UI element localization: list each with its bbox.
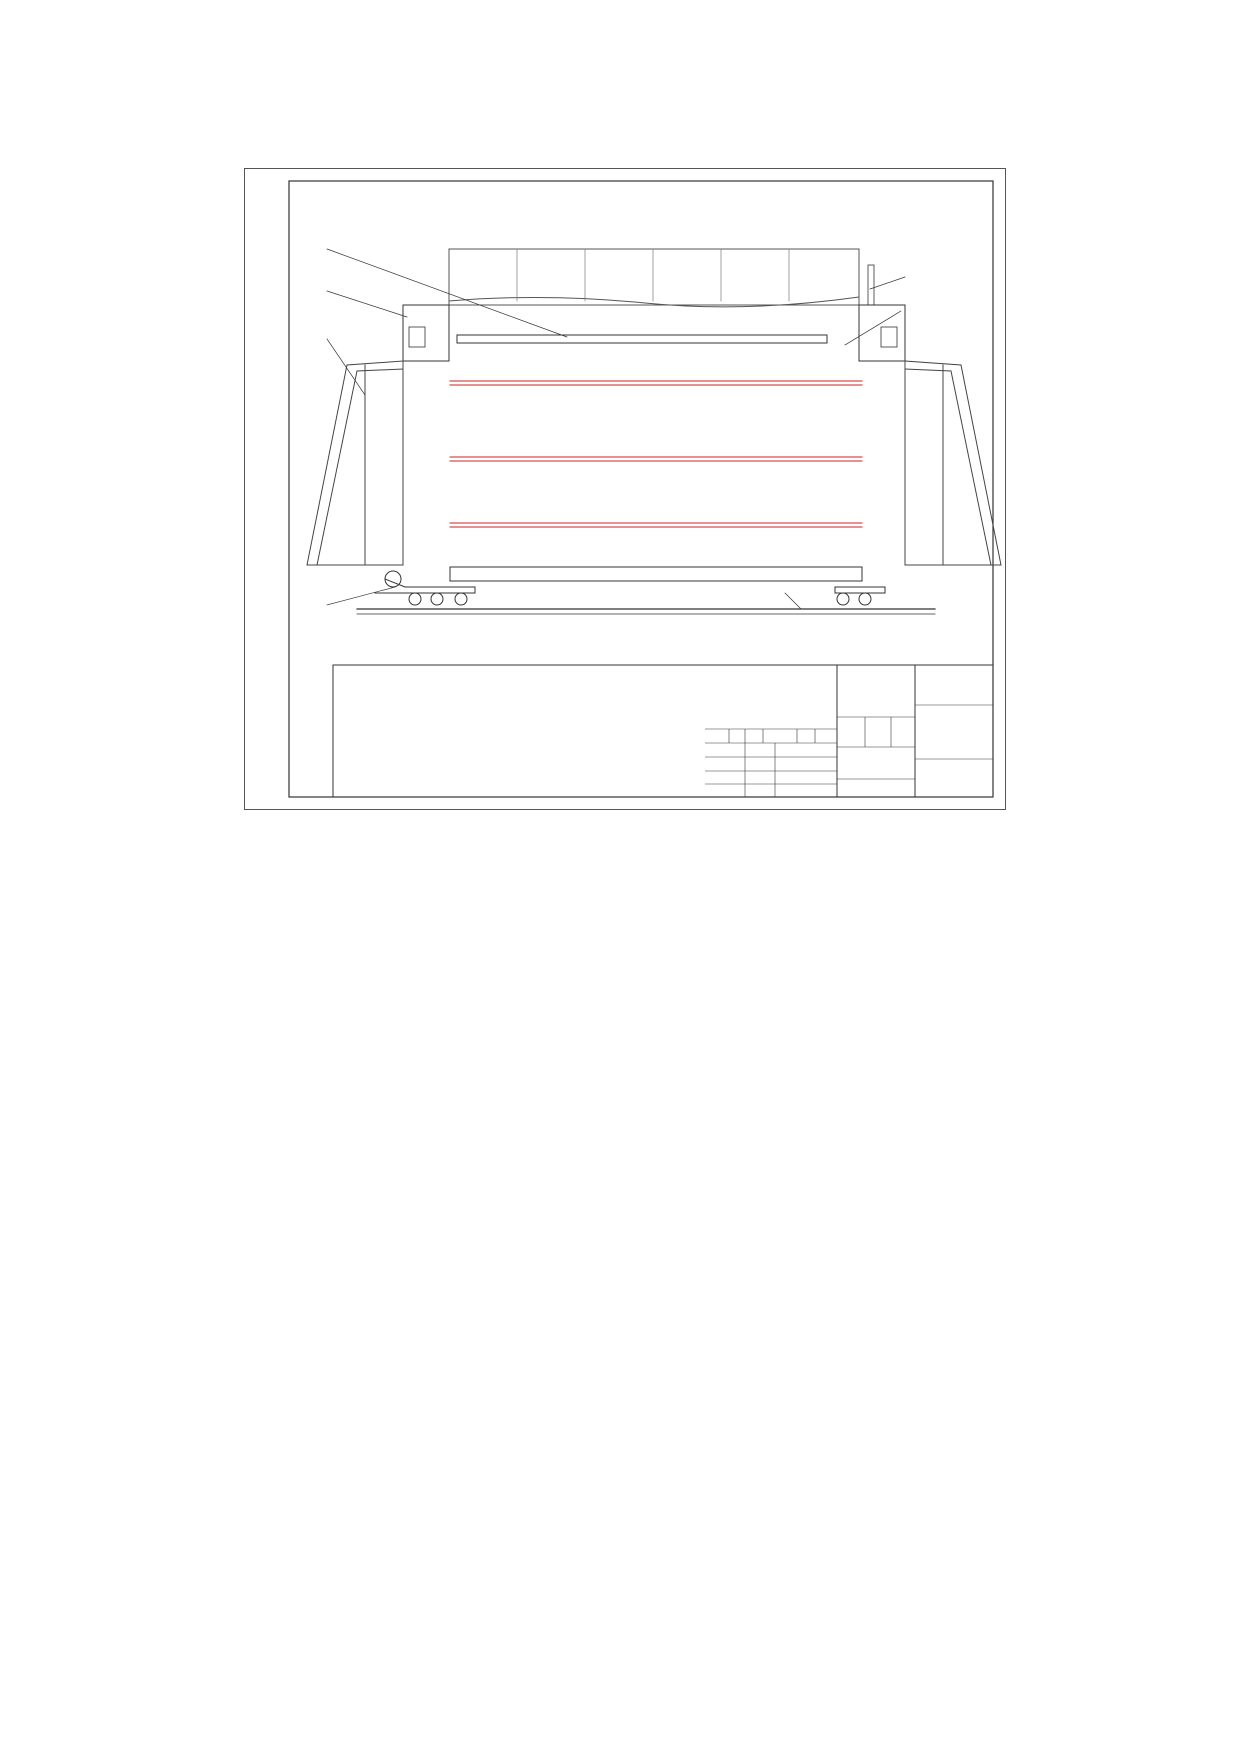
engineering-drawing: [244, 168, 1006, 810]
trolley-side-view: [307, 249, 1001, 614]
